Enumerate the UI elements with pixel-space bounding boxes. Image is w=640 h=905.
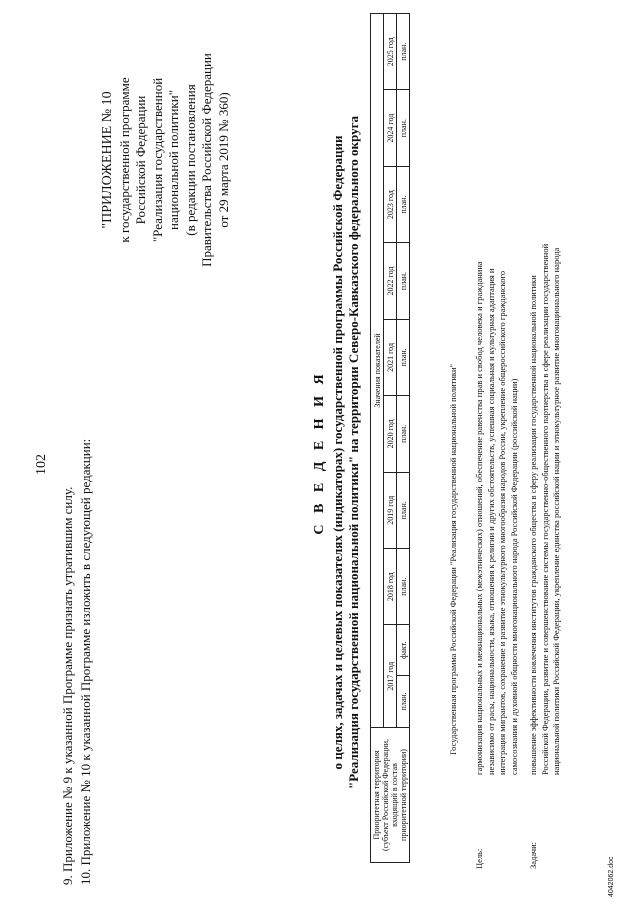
doc-title-line2: "Реализация государственной национальной политики" на территории Северо-Кавказского федерального округа (346, 116, 361, 789)
appendix-line: Российской Федерации (133, 95, 148, 225)
appendix-block (100, 45, 232, 275)
doc-heading: С В Е Д Е Н И Я (312, 370, 327, 535)
program-row: Государственная программа Российской Федерации "Реализация государственной национальной политики" (448, 363, 458, 755)
page-number: 102 (34, 454, 49, 475)
appendix-line: "ПРИЛОЖЕНИЕ № 10 (100, 91, 115, 229)
plan-cell: план. (397, 319, 410, 395)
year-header: 2018 год (384, 549, 397, 625)
year-header: 2019 год (384, 472, 397, 548)
fact-cell: факт. (397, 625, 410, 676)
plan-cell: план. (397, 675, 410, 727)
plan-cell: план. (397, 549, 410, 625)
plan-cell: план. (397, 166, 410, 242)
indicators-table (370, 13, 410, 863)
amendment-line-9: 9. Приложение № 9 к указанной Программе признать утратившим силу. (60, 486, 75, 885)
amendment-line-10: 10. Приложение № 10 к указанной Программе изложить в следующей редакции: (78, 438, 93, 885)
plan-cell: план. (397, 396, 410, 472)
appendix-line: национальной политики" (166, 90, 181, 231)
plan-cell: план. (397, 472, 410, 548)
appendix-line: от 29 марта 2019 № 360) (215, 92, 231, 228)
file-footer: 4042062.doc (608, 856, 615, 897)
goal-text: гармонизация национальных и межнациональных (межэтнических) отношений, обеспечение равенства прав и свобод человека и гражданина независимо от расы, национальности, языка, отношения к религии и других обстоятельств, успешная социальная и культурная адаптация и интеграция мигрантов, сохранение и развитие этнокультурного многообразия народов России, укрепление общероссийского гражданского самосознания и духовной общности многонационального народа Российской Федерации (российской нации) (474, 261, 519, 775)
territory-header: Приоритетная территория (субъект Российской Федерации, входящий в состав приоритетной территории) (371, 728, 410, 863)
plan-cell: план. (397, 14, 410, 90)
doc-title-line1: о целях, задачах и целевых показателях (индикаторах) государственной программы Российской Федерации (330, 135, 345, 770)
appendix-line: "Реализация государственной (149, 77, 165, 243)
values-header: Значения показателей (371, 14, 384, 728)
goal-label: Цель: (474, 848, 484, 869)
appendix-line: к государственной программе (116, 77, 132, 243)
plan-cell: план. (397, 243, 410, 319)
year-header: 2024 год (384, 90, 397, 166)
year-header: 2020 год (384, 396, 397, 472)
year-header: 2022 год (384, 243, 397, 319)
tasks-label: Задачи: (528, 842, 538, 869)
appendix-line: (в редакции постановления (182, 84, 198, 236)
year-header: 2021 год (384, 319, 397, 395)
year-header: 2023 год (384, 166, 397, 242)
appendix-line: Правительства Российской Федерации (199, 53, 214, 267)
year-header: 2017 год (384, 625, 397, 728)
year-header: 2025 год (384, 14, 397, 90)
plan-cell: план. (397, 90, 410, 166)
tasks-text: повышение эффективности вовлечения институтов гражданского общества в сферу реализации государственной национальной политики Российской Федерации, развитие и совершенствование системы государственно-общественного партнерства в сфере реализации государственной национальной политики Российской Федерации, укрепление единства российской нации и этнокультурное развитие многонационального народа (528, 243, 561, 775)
